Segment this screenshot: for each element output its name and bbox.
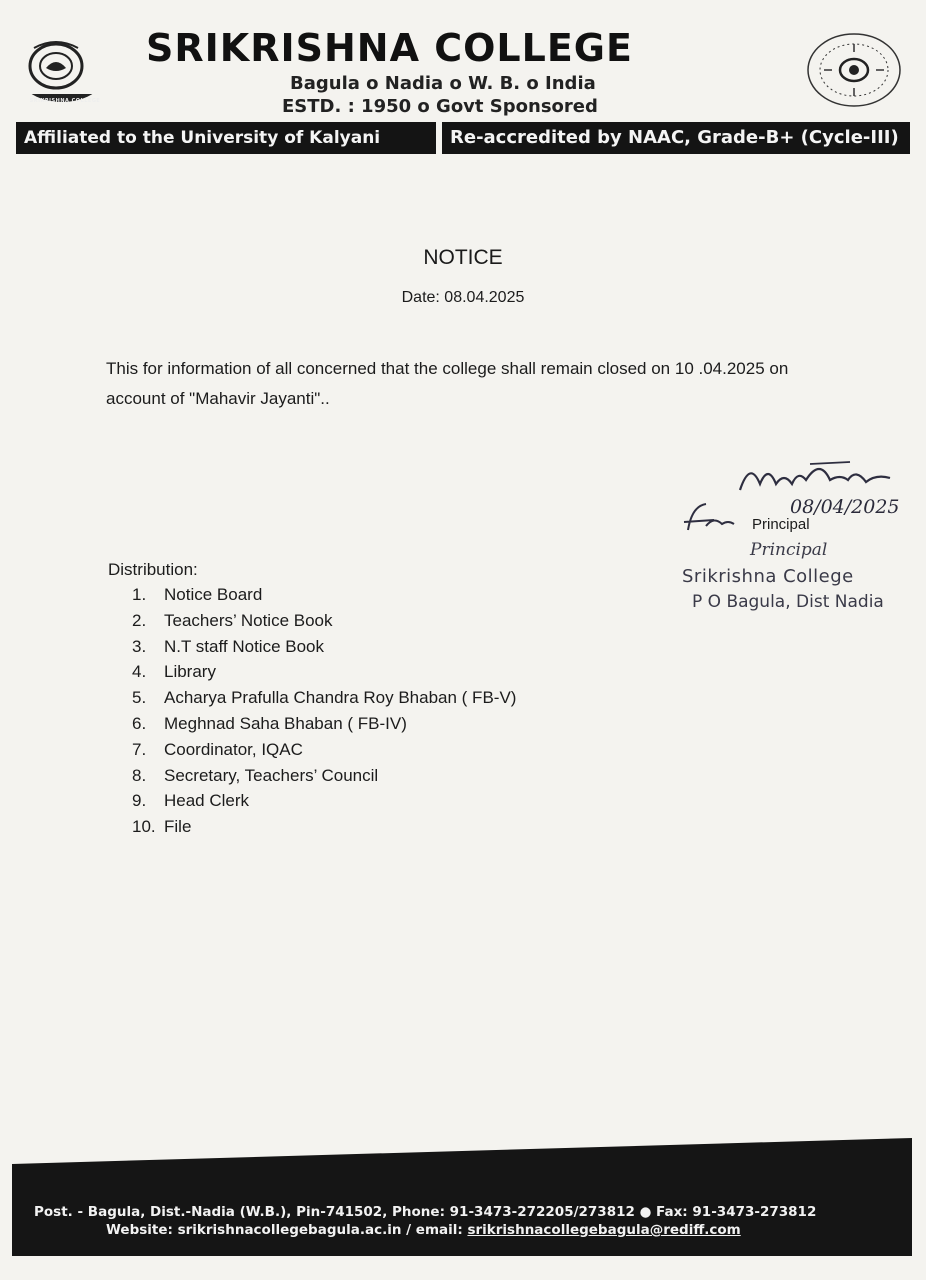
established-line: ESTD. : 1950 o Govt Sponsored (282, 96, 598, 117)
address-line: Bagula o Nadia o W. B. o India (290, 73, 596, 94)
notice-date: Date: 08.04.2025 (401, 289, 525, 306)
distribution-list (132, 582, 516, 840)
list-item: 6. Meghnad Saha Bhaban ( FB-IV) (132, 713, 407, 733)
list-item: 2. Teachers’ Notice Book (132, 610, 333, 630)
list-item: 5. Acharya Prafulla Chandra Roy Bhaban ( FB-V) (132, 688, 517, 708)
footer-email-link[interactable]: srikrishnacollegebagula@rediff.com (467, 1222, 741, 1238)
college-name: SRIKRISHNA COLLEGE (146, 26, 633, 70)
affiliation-band: Affiliated to the University of Kalyani (16, 122, 436, 154)
left-logo-caption: SRIKRISHNA COLLEGE (29, 98, 101, 104)
footer-website: Website: srikrishnacollegebagula.ac.in / email: (106, 1222, 468, 1238)
notice-body-line: This for information of all concerned that the college shall remain closed on 10 .04.2025 on (106, 359, 789, 378)
stamp-title: Principal (750, 540, 828, 560)
signature-date: 08/04/2025 (790, 496, 900, 518)
footer-contact-line: Post. - Bagula, Dist.-Nadia (W.B.), Pin-741502, Phone: 91-3473-272205/273812 ● Fax: 91-3473-273812 (34, 1204, 817, 1220)
list-item: 7. Coordinator, IQAC (132, 739, 303, 759)
notice-body (106, 354, 836, 414)
stamp-college: Srikrishna College (682, 566, 854, 587)
signature-principal-label: Principal (752, 516, 810, 533)
naac-emblem-right-icon (800, 28, 908, 112)
list-item: 3. N.T staff Notice Book (132, 636, 324, 656)
stamp-place: P O Bagula, Dist Nadia (692, 592, 884, 612)
list-item: 9. Head Clerk (132, 791, 250, 811)
list-item: 8. Secretary, Teachers’ Council (132, 765, 379, 785)
list-item: 10. File (132, 817, 192, 837)
list-item: 1. Notice Board (132, 585, 263, 604)
notice-body-line: account of "Mahavir Jayanti".. (106, 389, 330, 408)
college-emblem-left-icon (16, 38, 108, 102)
footer-web-line (106, 1222, 741, 1238)
accreditation-band: Re-accredited by NAAC, Grade-B+ (Cycle-III) (442, 122, 910, 154)
distribution-title: Distribution: (108, 560, 198, 579)
footer-background (12, 1138, 912, 1256)
notice-title: NOTICE (423, 246, 503, 269)
list-item: 4. Library (132, 662, 216, 682)
footer-band (12, 1138, 912, 1256)
